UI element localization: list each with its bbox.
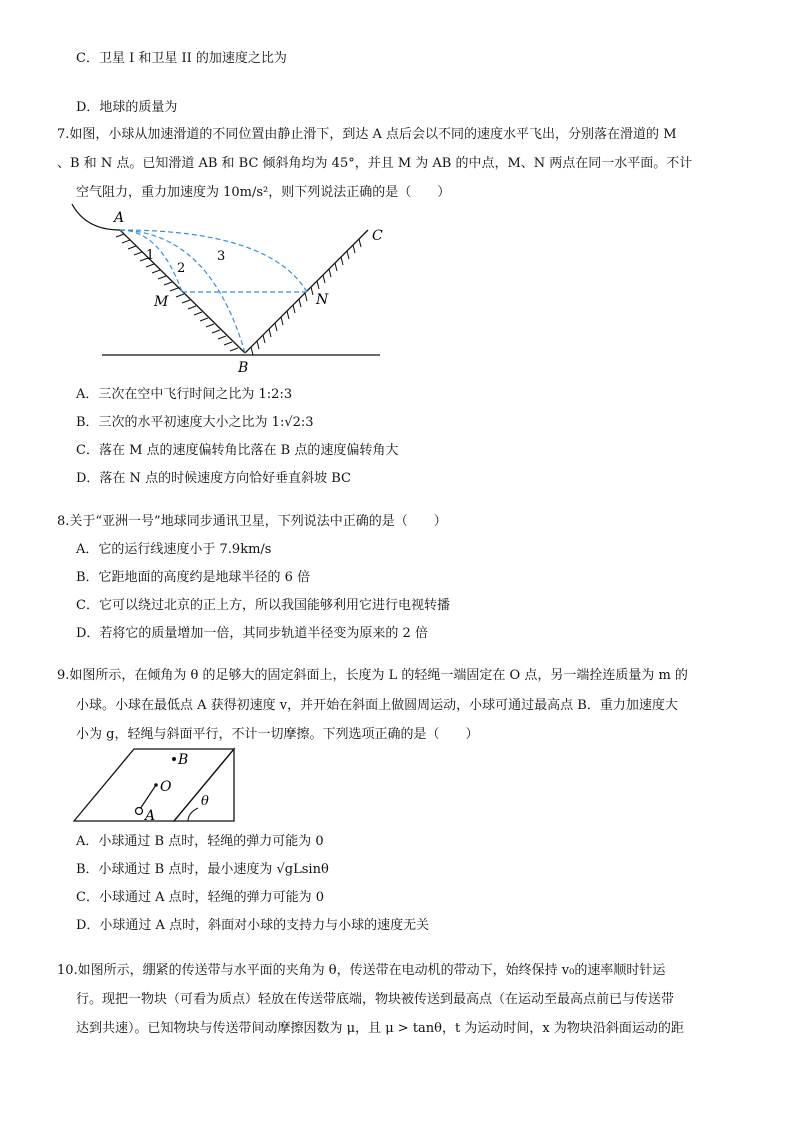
label-c: C xyxy=(372,228,383,244)
q8-option-a: A．它的运行线速度小于 7.9km/s xyxy=(76,542,272,557)
label-a: A xyxy=(114,210,125,226)
theta-arc xyxy=(188,808,198,821)
q9-option-b: B．小球通过 B 点时，最小速度为 √gLsinθ xyxy=(76,862,329,877)
q8-option-b: B．它距地面的高度约是地球半径的 6 倍 xyxy=(76,570,311,585)
label-o: O xyxy=(160,779,172,795)
q7-option-b: B．三次的水平初速度大小之比为 1:√2:3 xyxy=(76,415,314,430)
q8-stem: 8.关于“亚洲一号”地球同步通讯卫星，下列说法中正确的是（ ） xyxy=(57,514,447,529)
q6-option-d: D．地球的质量为 xyxy=(76,100,178,115)
q6-option-c: C．卫星 I 和卫星 II 的加速度之比为 xyxy=(76,51,287,66)
accel-ramp-curve xyxy=(72,204,120,230)
q9-stem-line3: 小为 g，轻绳与斜面平行，不计一切摩擦。下列选项正确的是（ ） xyxy=(76,727,479,742)
label-2: 2 xyxy=(177,261,186,276)
label-a: A xyxy=(145,808,156,824)
label-b: B xyxy=(178,752,189,768)
rope xyxy=(140,785,156,809)
q7-option-a: A．三次在空中飞行时间之比为 1:2:3 xyxy=(76,387,293,402)
q10-stem-line3: 达到共速）。已知物块与传送带间动摩擦因数为 μ，且 μ > tanθ，t 为运动时间，x 为物块沿斜面运动的距 xyxy=(76,1021,684,1036)
q8-option-d: D．若将它的质量增加一倍，其同步轨道半径变为原来的 2 倍 xyxy=(76,626,428,641)
label-n: N xyxy=(316,292,329,308)
q9-option-a: A．小球通过 B 点时，轻绳的弹力可能为 0 xyxy=(76,834,324,849)
q8-option-c: C．它可以绕过北京的正上方，所以我国能够利用它进行电视转播 xyxy=(76,598,450,613)
q9-option-c: C．小球通过 A 点时，轻绳的弹力可能为 0 xyxy=(76,890,325,905)
point-b xyxy=(172,757,176,761)
label-3: 3 xyxy=(217,249,226,264)
q9-incline-figure xyxy=(70,745,250,825)
q9-stem-line2: 小球。小球在最低点 A 获得初速度 v，并开始在斜面上做圆周运动，小球可通过最高点 B．重力加速度大 xyxy=(76,698,678,713)
slope-bc-hatching xyxy=(251,239,361,355)
q7-slide-figure xyxy=(60,200,390,380)
label-1: 1 xyxy=(146,248,155,263)
q10-stem-line1: 10.如图所示，绷紧的传送带与水平面的夹角为 θ，传送带在电动机的带动下，始终保持 v₀的速率顺时针运 xyxy=(57,963,666,978)
label-b: B xyxy=(238,360,249,376)
q7-option-c: C．落在 M 点的速度偏转角比落在 B 点的速度偏转角大 xyxy=(76,443,399,458)
q7-stem-line3: 空气阻力，重力加速度为 10m/s²，则下列说法正确的是（ ） xyxy=(76,185,451,200)
q10-stem-line2: 行。现把一物块（可看为质点）轻放在传送带底端，物块被传送到最高点（在运动至最高点前已与传送带 xyxy=(76,992,675,1007)
label-theta: θ xyxy=(201,794,209,809)
q9-stem-line1: 9.如图所示，在倾角为 θ 的足够大的固定斜面上，长度为 L 的轻绳一端固定在 O 点，另一端拴连质量为 m 的 xyxy=(57,668,688,683)
q7-option-d: D．落在 N 点的时候速度方向恰好垂直斜坡 BC xyxy=(76,471,351,486)
ball-a xyxy=(136,808,143,815)
label-m: M xyxy=(154,294,169,310)
point-o xyxy=(154,783,158,787)
q7-stem-line2: 、B 和 N 点。已知滑道 AB 和 BC 倾斜角均为 45°，并且 M 为 AB 的中点，M、N 两点在同一水平面。不计 xyxy=(57,156,693,171)
q9-option-d: D．小球通过 A 点时，斜面对小球的支持力与小球的速度无关 xyxy=(76,918,430,933)
q7-stem-line1: 7.如图，小球从加速滑道的不同位置由静止滑下，到达 A 点后会以不同的速度水平飞出，分别落在滑道的 M xyxy=(57,127,677,142)
